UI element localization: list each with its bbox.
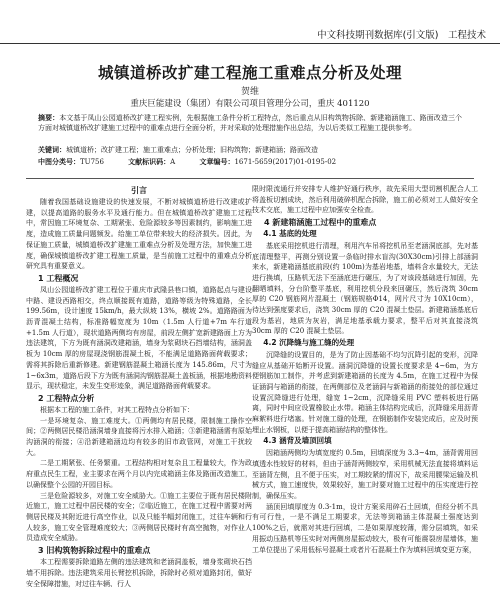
- subsection-heading-4-1: 4.1 基底的处理: [263, 229, 317, 239]
- author: 贺维: [240, 87, 259, 97]
- article-number: [199, 158, 336, 166]
- paragraph-4-1: 基底采用挖机进行清理，利用汽车吊将挖机吊至老涵洞底部，先对基底清理整平，再测分别设置一条临时排水盲沟(30X30cm)引排上部涵洞来水，新建箱涵基底前段(约 100m)为基岩地基，墙料含水量较大，无法进行换填，压路机无法下至涵底进行碾压，为了对该段基础进行加固，先翻晒填料，分台阶整平基底，利用挖机分段来回碾压，然后浇筑 30cm 厚的 C20 钢筋网片混凝土（钢筋规格Φ14，网片尺寸为 10X10cm），待达到强度要求后，浇筑 30cm 厚的 C20 混凝土垫层。新建箱涵基底后段为基岩，地质为灰岩，满足地基承载力要求，整平后对其直接浇筑 30cm 厚的 C20 混凝土垫层。: [252, 241, 478, 336]
- section-heading-3: 3 旧构筑物拆除过程中的重难点: [38, 546, 151, 556]
- paragraph-2a: 根据本工程的施工条件，对其工程特点分析如下：: [40, 405, 194, 414]
- keywords-label: 关键词：: [38, 146, 66, 154]
- keywords: [38, 145, 462, 155]
- paragraph-4-2: 沉降缝的设置目的，是为了防止因基础不均匀沉降引起的变形，沉降缝应从基础开始断开设置。涵洞沉降缝的设置长度要求是 4~6m，为方便钢筋加工制作，并考虑到新建箱涵的长度为 4.5m，在施工过程中为保证涵洞与箱涵的衔接，在两侧部位及老涵洞与新箱涵的衔接处的部位通过设置沉降缝进行处理，缝宽 1~2cm，沉降缝采用 PVC 塑料板进行隔离，同时中间应设置橡胶止水带。箱涵主体结构完成后，沉降缝采用沥青麻絮料进行堵塞。针对施工缝的处理，在钢筋制作安装完成后，应及时预埋止水钢板，以便于提高箱涵结构的整体性。: [252, 350, 478, 434]
- abstract-text: 本文基于凤山公园道桥改扩建工程实例，先根据施工条件分析工程特点，然后重点从旧构筑物拆除、新建箱涵施工、路面改造三个方面对城镇道桥改扩建施工过程中的重难点进行全面分析，并对采取的处理措施作出总结，为以后类似工程施工提供参考。: [38, 114, 463, 133]
- article-number-label: 文章编号：: [199, 158, 235, 166]
- subsection-heading-4-3: 4.3 涵背及墙顶回填: [263, 436, 332, 446]
- abstract: [38, 113, 462, 133]
- right-column: [252, 184, 478, 555]
- section-heading-1: 1 工程概况: [38, 273, 79, 283]
- doc-code: [128, 158, 175, 166]
- keywords-text: 城镇道桥；改扩建工程；施工重难点；分析处理；旧构筑物；新建箱涵；路面改造: [66, 146, 318, 154]
- abstract-label: 摘要：: [38, 114, 60, 122]
- header-rule: [0, 43, 500, 44]
- article-title: 城镇道桥改扩建工程施工重难点分析及处理: [97, 64, 402, 82]
- meta-rule: [26, 178, 474, 179]
- left-column: [26, 184, 252, 589]
- paragraph-intro: 随着我国基础设施建设的快速发展，不断对城镇道桥进行改建或扩建，以提高道路的服务水平及通行能力。但在城镇道桥改扩建施工过程中，常因施工环境复杂、工期紧张、危险源较多等因素制约，影响施工进度，造成施工质量问题频发。给施工单位带来较大的经济损失。因此，为保证施工质量，城镇道桥改扩建施工重难点分析及处理方法，加快施工进度，确保城镇道桥改扩建工程施工质量，是当前施工过程中的重难点分析研究具有重要意义。: [26, 198, 252, 271]
- classification-label: 中图分类号：: [38, 158, 80, 166]
- paragraph-4-3b: 涵顶回填厚度为 0.3-1m，设计方案采用碎石土回填，但经分析不具有可行性，一是不满足工期要求，无法等到箱涵主体混凝土强度达到 100%之后，就需对其进行回填，二是如果厚度较薄，需分层填筑，如采用振动压路机等压实时对两侧房屋振动较大，极有可能震裂房屋墙体，施工单位提出了采用低标号混凝土或者片石混凝土作为填料回填变更方案，: [252, 502, 478, 554]
- paragraph-2c: 二是工期紧张、任务繁重。工程结构相对复杂且工程量较大，作为政府重点民生工程，业主要求在两个月以内完成箱涵主体及路面改造施工，以确保整个公园的开园目标。: [26, 459, 252, 489]
- classification-line: [38, 157, 462, 167]
- doc-code-label: 文献标识码：: [128, 158, 171, 166]
- paragraph-4-3a: 因箱涵两侧均为填宽度约 0.5m，回填深度为 3.3~4m，涵背需用回填透水性较好的材料，但由于涵背两侧较窄，采用机械无法直接将填料运至涵背左侧，且不便于压实，对工期较紧的情况下，故采用腰梁运输及机械方式，施工速度快，效果较好，施工时要对施工过程中的压实度进行控制，确保压实。: [252, 449, 478, 500]
- paragraph-2b: 一是环境复杂、施工难度大。①两侧均有居民楼，限制施工操作空间；②两侧居民楼沿涵洞墙身直接将污水排入箱涵；③新建箱涵需有原始沟涵洞的衔接；④沿新建箱涵边均有较多的旧市政管网，对施工干扰较大。: [26, 416, 252, 457]
- doc-code-value: A: [170, 158, 176, 166]
- section-heading-intro: 引言: [131, 186, 147, 195]
- subsection-heading-4-2: 4.2 沉降缝与施工缝的处理: [263, 338, 355, 348]
- classification-value: TU756: [80, 158, 104, 166]
- classification: [38, 158, 104, 166]
- paragraph-2d: 三是危险源较多，对施工安全威胁大。①施工主要位于既有居民楼附近施工，施工过程中居民楼的安全；②临近施工，在施工过程中需要对两侧居民楼及其附近进行高空作业，以及只能半幅封闭施工，过往车辆和行人较多，施工安全管理难度较大；③两侧居民楼时有高空抛物，对作业人员造成安全威胁。: [26, 491, 252, 543]
- paragraph-3-cont: 限时限流通行并安排专人维护好通行秩序，故先采用大型切割机配合人工将盖板切割成块，然后利用破碎机配合拆除，施工前必须对工人做好安全技术交底，施工过程中应加强安全检查。: [252, 185, 478, 215]
- article-number-value: 1671-5659(2017)01-0195-02: [234, 158, 337, 166]
- paragraph-3: 本工程需要拆除道路左侧的违法建筑和老涵洞盖板，墙身浆砌块石挡墙不用拆除。违法建筑采用长臂挖机拆除，拆除时必须对道路封闭，做好安全保障措施，对过往车辆、行人: [26, 558, 252, 588]
- section-heading-2: 2 工程特点分析: [38, 393, 95, 403]
- paragraph-1: 凤山公园道桥改扩建工程位于重庆市武隆县巷口镇，道路起点与建设中路、建设西路相交，终点顺接既有道路，道路等级为特殊道路，全长 199.56m，设计速度 15km/h，最大纵坡 13%，横坡 2%。道路路面为沥青混凝土结构，标准路幅宽度为 10m（1.5m 人行道+7m 车行道+1.5m 人行道），现状道路两侧均有房屋，前段左侧扩宽新建路面上方为违法建筑，下方为既有涵洞改建箱涵，墙身为浆砌块石挡墙结构，涵洞盖板为 10cm 厚的房屋现浇钢筋混凝土板，不能满足道路路面荷载要求；需将其拆除后重新修建。新建钢筋混凝土箱涵长度为 145.86m，尺寸为 1~6x3m，道路后段下方为既有涵洞沟钢筋混凝土盖板涵，根据地勘资料显示，现状稳定，未发生变形迹象，满足道路路面荷载要求。: [26, 285, 252, 391]
- affiliation: 重庆巨能建设（集团）有限公司项目管理分公司，重庆 401120: [130, 99, 370, 109]
- page-header: [0, 0, 500, 46]
- section-heading-4: 4 新建箱涵施工过程中的重难点: [264, 218, 377, 228]
- journal-header: 中文科技期刊数据库(引文版) 工程技术: [317, 30, 486, 41]
